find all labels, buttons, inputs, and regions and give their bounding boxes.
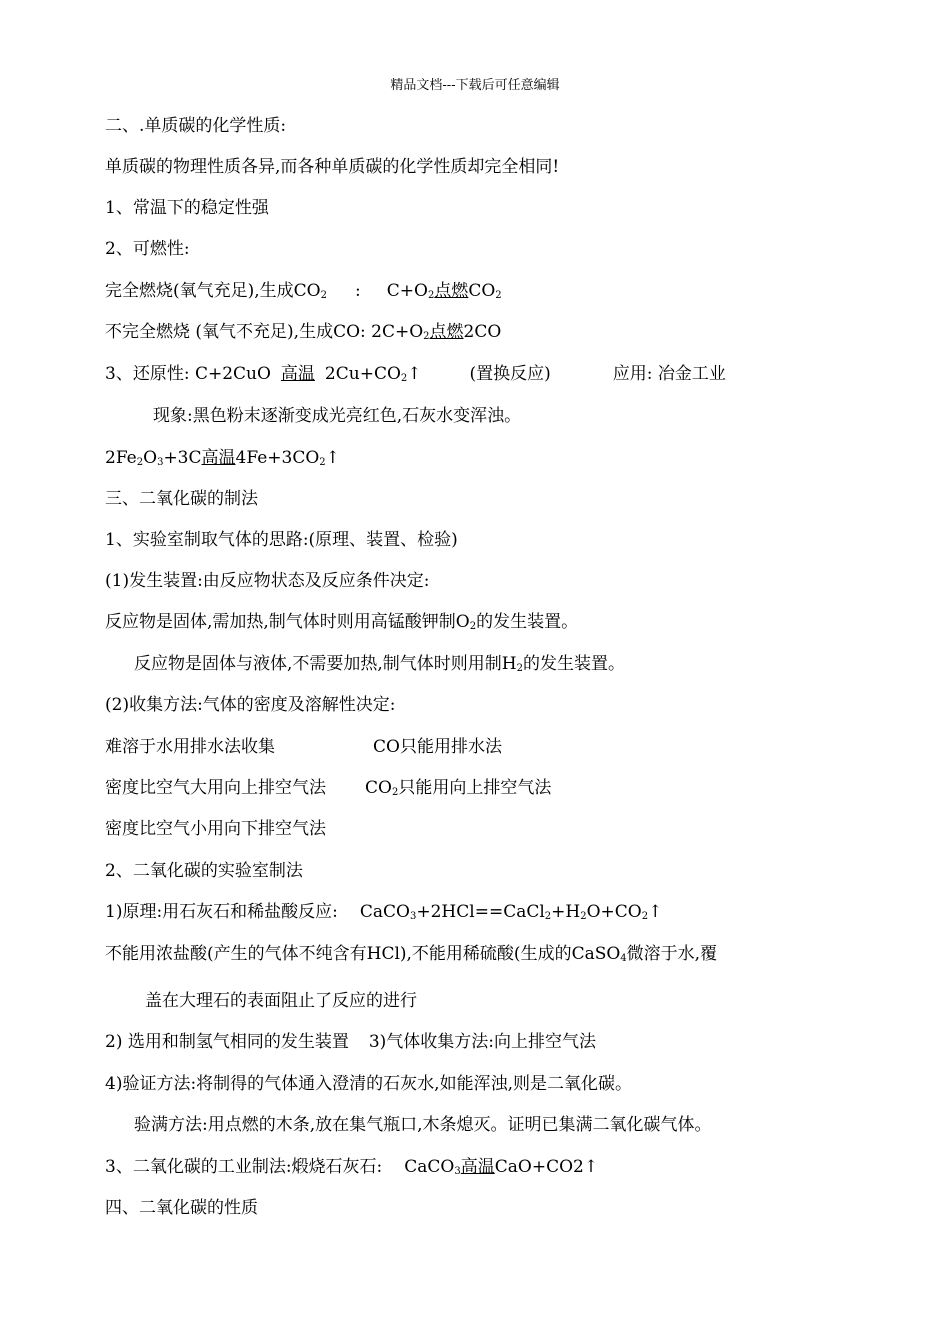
reaction-condition: 高温: [201, 448, 236, 468]
collection-upward: 密度比空气大用向上排空气法 $CO_2$只能用向上排空气法: [105, 778, 552, 798]
item-verification: 4)验证方法:将制得的气体通入澄清的石灰水,如能浑浊,则是二氧化碳。: [105, 1074, 632, 1094]
collection-water: 难溶于水用排水法收集 CO只能用排水法: [105, 737, 502, 757]
paragraph-acid-warning-cont: 盖在大理石的表面阻止了反应的进行: [145, 991, 417, 1011]
paragraph-solid-heating: 反应物是固体,需加热,制气体时则用高锰酸钾制$O_2$的发生装置。: [105, 612, 579, 632]
section-heading-2: 二、.单质碳的化学性质:: [105, 116, 287, 136]
reaction-condition: 高温: [280, 364, 315, 384]
equation-incomplete-combustion: 不完全燃烧 (氧气不充足),生成CO: $2C+O_2$点燃2CO: [105, 322, 502, 342]
item-stability: 1、常温下的稳定性强: [105, 198, 269, 218]
equation-complete-combustion: 完全燃烧(氧气充足),生成$CO_2$ : $C+O_2$点燃$CO_2$: [105, 281, 502, 301]
section-heading-3: 三、二氧化碳的制法: [105, 489, 258, 509]
item-combustibility: 2、可燃性:: [105, 239, 190, 259]
phenomenon-text: 现象:黑色粉末逐渐变成光亮红色,石灰水变浑浊。: [153, 406, 522, 426]
paragraph-acid-warning: 不能用浓盐酸(产生的气体不纯含有HCl),不能用稀硫酸(生成的CaSO$_4$微溶于水,覆: [105, 944, 718, 964]
item-lab-approach: 1、实验室制取气体的思路:(原理、装置、检验): [105, 530, 458, 550]
section-heading-4: 四、二氧化碳的性质: [105, 1198, 258, 1218]
item-co2-lab-prep: 2、二氧化碳的实验室制法: [105, 861, 303, 881]
paragraph-full-check: 验满方法:用点燃的木条,放在集气瓶口,木条熄灭。证明已集满二氧化碳气体。: [134, 1115, 712, 1135]
equation-industrial: 3、二氧化碳的工业制法:煅烧石灰石: CaCO$_3$高温CaO+CO2↑: [105, 1157, 599, 1177]
paragraph-solid-liquid: 反应物是固体与液体,不需要加热,制气体时则用制$H_2$的发生装置。: [134, 654, 626, 674]
item-generator: (1)发生装置:由反应物状态及反应条件决定:: [105, 571, 430, 591]
item-apparatus-collection: 2) 选用和制氢气相同的发生装置 3)气体收集方法:向上排空气法: [105, 1032, 597, 1052]
reaction-condition: 高温: [460, 1157, 495, 1177]
item-reducibility: 3、还原性: C+2CuO 高温 $2Cu+CO_2↑$ (置换反应) 应用: 冶金工业: [105, 364, 726, 384]
paragraph-intro: 单质碳的物理性质各异,而各种单质碳的化学性质却完全相同!: [105, 157, 560, 177]
equation-principle: 1)原理:用石灰石和稀盐酸反应: $CaCO_3+2HCl==CaCl_2+H_2O+CO_2↑$: [105, 902, 663, 922]
page-header: 精品文档---下载后可任意编辑: [390, 78, 560, 93]
reaction-condition: 点燃: [434, 281, 469, 301]
reaction-condition: 点燃: [429, 322, 464, 342]
equation-iron-oxide: $2Fe_2O_3+3C$高温$4Fe+3CO_2↑$: [105, 448, 340, 468]
collection-downward: 密度比空气小用向下排空气法: [105, 819, 326, 839]
item-collection: (2)收集方法:气体的密度及溶解性决定:: [105, 695, 396, 715]
